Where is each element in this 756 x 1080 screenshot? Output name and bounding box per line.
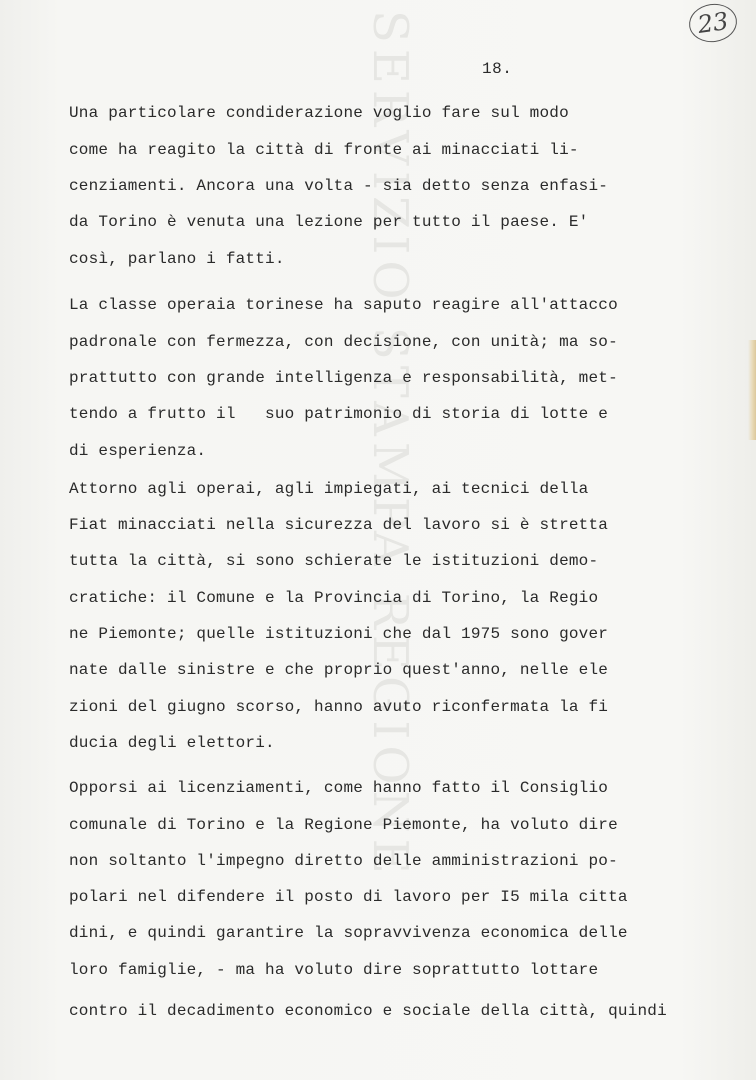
text-line: Opporsi ai licenziamenti, come hanno fatto il Consiglio — [69, 779, 609, 797]
paper-edge-stain — [748, 340, 756, 440]
text-line: nate dalle sinistre e che proprio quest'anno, nelle ele — [69, 661, 609, 679]
text-line: loro famiglie, - ma ha voluto dire soprattutto lottare — [69, 961, 599, 979]
text-line: così, parlano i fatti. — [69, 250, 285, 268]
text-line: da Torino è venuta una lezione per tutto il paese. E' — [69, 213, 589, 231]
text-line: come ha reagito la città di fronte ai minacciati li- — [69, 141, 579, 159]
text-line: dini, e quindi garantire la sopravvivenza economica delle — [69, 924, 628, 942]
handwritten-page-stamp: 23 — [687, 1, 740, 45]
text-line: di esperienza. — [69, 442, 207, 460]
text-line: cenziamenti. Ancora una volta - sia detto senza enfasi- — [69, 177, 609, 195]
text-line: prattutto con grande intelligenza e responsabilità, met- — [69, 369, 618, 387]
text-line: tendo a frutto il suo patrimonio di storia di lotte e — [69, 405, 609, 423]
text-line: comunale di Torino e la Regione Piemonte, ha voluto dire — [69, 816, 618, 834]
text-line: contro il decadimento economico e sociale della città, quindi — [69, 1002, 667, 1020]
text-line: cratiche: il Comune e la Provincia di Torino, la Regio — [69, 589, 599, 607]
text-line: polari nel difendere il posto di lavoro per I5 mila citta — [69, 888, 628, 906]
text-line: Fiat minacciati nella sicurezza del lavoro si è stretta — [69, 516, 609, 534]
text-line: non soltanto l'impegno diretto delle amministrazioni po- — [69, 852, 618, 870]
text-line: tutta la città, si sono schierate le istituzioni demo- — [69, 552, 599, 570]
text-line: ne Piemonte; quelle istituzioni che dal 1975 sono gover — [69, 625, 609, 643]
text-line: La classe operaia torinese ha saputo reagire all'attacco — [69, 296, 618, 314]
watermark: SERVIZIO STAMPA REGIONE — [362, 10, 418, 880]
text-line: Attorno agli operai, agli impiegati, ai tecnici della — [69, 480, 589, 498]
text-line: Una particolare condiderazione voglio fare sul modo — [69, 104, 569, 122]
text-line: ducia degli elettori. — [69, 734, 275, 752]
text-line: padronale con fermezza, con decisione, con unità; ma so- — [69, 333, 618, 351]
text-line: zioni del giugno scorso, hanno avuto riconfermata la fi — [69, 698, 609, 716]
page-number: 18. — [482, 60, 513, 78]
